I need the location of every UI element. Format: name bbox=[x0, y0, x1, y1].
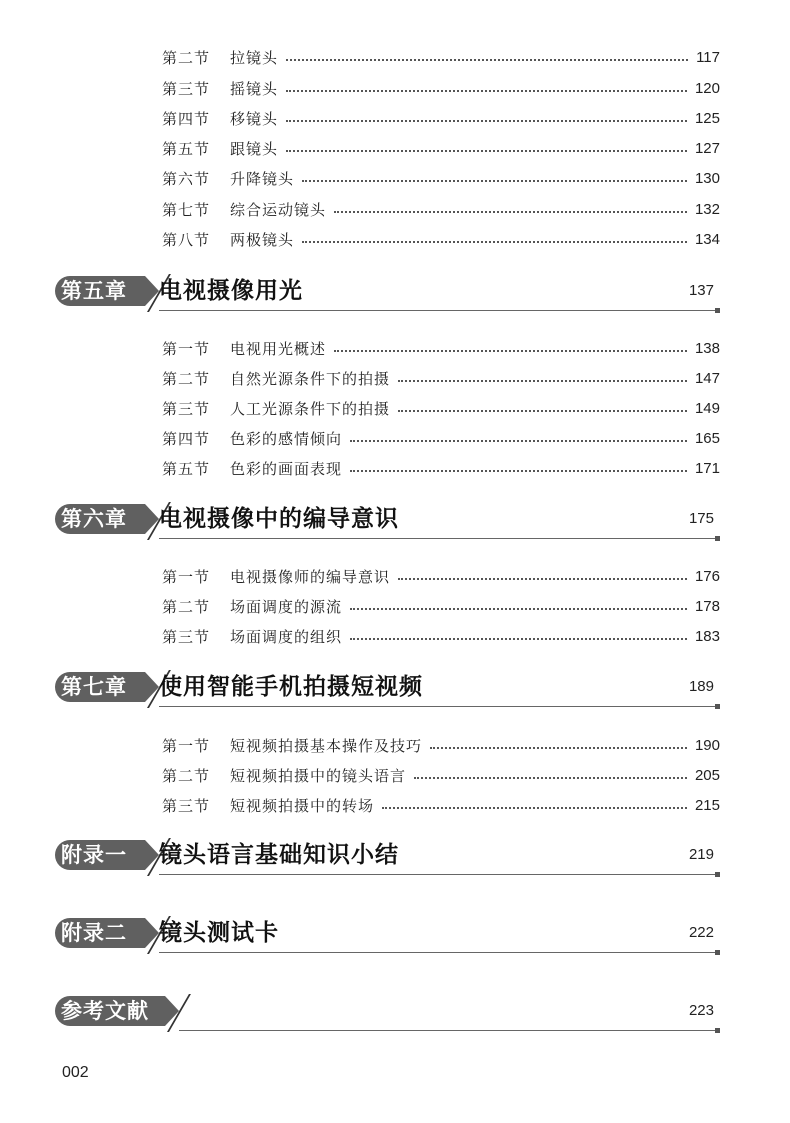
page-number: 190 bbox=[694, 736, 720, 754]
section-title: 拉镜头 bbox=[230, 48, 279, 67]
rule-end-mark bbox=[715, 950, 720, 955]
appendix-heading[interactable] bbox=[55, 912, 720, 956]
section-number: 第八节 bbox=[162, 230, 211, 249]
leader-dots bbox=[334, 210, 687, 213]
leader-dots bbox=[286, 149, 687, 152]
toc-entry[interactable] bbox=[162, 46, 720, 68]
chapter-heading[interactable] bbox=[55, 270, 720, 314]
toc-entry[interactable] bbox=[162, 427, 720, 449]
toc-entry[interactable] bbox=[162, 137, 720, 159]
chapter-badge: 第六章 bbox=[55, 504, 145, 534]
section-number: 第七节 bbox=[162, 200, 211, 219]
leader-dots bbox=[382, 806, 687, 809]
chapter-rule bbox=[159, 310, 720, 311]
leader-dots bbox=[398, 379, 687, 382]
rule-end-mark bbox=[715, 308, 720, 313]
section-title: 摇镜头 bbox=[230, 79, 279, 98]
leader-dots bbox=[398, 577, 687, 580]
section-number: 第五节 bbox=[162, 139, 211, 158]
section-number: 第一节 bbox=[162, 339, 211, 358]
appendix-title: 镜头测试卡 bbox=[159, 919, 279, 946]
leader-dots bbox=[302, 240, 687, 243]
page-number: 127 bbox=[694, 139, 720, 157]
page-number: 147 bbox=[694, 369, 720, 387]
toc-entry[interactable] bbox=[162, 595, 720, 617]
page-number: 132 bbox=[694, 200, 720, 218]
chapter-page: 189 bbox=[688, 678, 714, 695]
toc-entry[interactable] bbox=[162, 764, 720, 786]
section-title: 短视频拍摄基本操作及技巧 bbox=[230, 736, 423, 755]
section-title: 场面调度的源流 bbox=[230, 597, 343, 616]
section-title: 短视频拍摄中的转场 bbox=[230, 796, 375, 815]
chapter-rule bbox=[159, 706, 720, 707]
toc-entry[interactable] bbox=[162, 794, 720, 816]
references-badge: 参考文献 bbox=[55, 996, 165, 1026]
chapter-rule bbox=[159, 874, 720, 875]
toc-entry[interactable] bbox=[162, 77, 720, 99]
leader-dots bbox=[302, 179, 687, 182]
section-number: 第三节 bbox=[162, 399, 211, 418]
leader-dots bbox=[350, 439, 687, 442]
chapter-page: 175 bbox=[688, 510, 714, 527]
chapter-badge: 第七章 bbox=[55, 672, 145, 702]
section-title: 人工光源条件下的拍摄 bbox=[230, 399, 391, 418]
rule-end-mark bbox=[715, 704, 720, 709]
toc-entry[interactable] bbox=[162, 397, 720, 419]
leader-dots bbox=[350, 469, 687, 472]
page-number: 130 bbox=[694, 169, 720, 187]
section-number: 第三节 bbox=[162, 796, 211, 815]
leader-dots bbox=[286, 89, 687, 92]
page-number: 171 bbox=[694, 459, 720, 477]
section-number: 第一节 bbox=[162, 736, 211, 755]
leader-dots bbox=[414, 776, 687, 779]
section-number: 第四节 bbox=[162, 429, 211, 448]
rule-end-mark bbox=[715, 1028, 720, 1033]
page-number: 178 bbox=[694, 597, 720, 615]
leader-dots bbox=[286, 119, 687, 122]
toc-entry[interactable] bbox=[162, 167, 720, 189]
page-number: 138 bbox=[694, 339, 720, 357]
section-title: 两极镜头 bbox=[230, 230, 295, 249]
references-page: 223 bbox=[688, 1002, 714, 1019]
page-folio: 002 bbox=[62, 1064, 89, 1081]
page-number: 120 bbox=[694, 79, 720, 97]
leader-dots bbox=[398, 409, 687, 412]
section-title: 跟镜头 bbox=[230, 139, 279, 158]
appendix-heading[interactable] bbox=[55, 834, 720, 878]
page-number: 149 bbox=[694, 399, 720, 417]
chapter-rule bbox=[179, 1030, 720, 1031]
appendix-badge: 附录一 bbox=[55, 840, 145, 870]
section-title: 场面调度的组织 bbox=[230, 627, 343, 646]
section-title: 升降镜头 bbox=[230, 169, 295, 188]
section-number: 第二节 bbox=[162, 766, 211, 785]
section-number: 第一节 bbox=[162, 567, 211, 586]
leader-dots bbox=[430, 746, 687, 749]
appendix-page: 222 bbox=[688, 924, 714, 941]
section-number: 第二节 bbox=[162, 48, 211, 67]
rule-end-mark bbox=[715, 872, 720, 877]
section-title: 综合运动镜头 bbox=[230, 200, 327, 219]
rule-end-mark bbox=[715, 536, 720, 541]
leader-dots bbox=[334, 349, 687, 352]
section-title: 短视频拍摄中的镜头语言 bbox=[230, 766, 407, 785]
section-number: 第二节 bbox=[162, 597, 211, 616]
section-title: 电视用光概述 bbox=[230, 339, 327, 358]
chapter-title: 电视摄像用光 bbox=[159, 277, 303, 304]
leader-dots bbox=[286, 58, 688, 61]
section-title: 移镜头 bbox=[230, 109, 279, 128]
page-number: 165 bbox=[694, 429, 720, 447]
section-title: 自然光源条件下的拍摄 bbox=[230, 369, 391, 388]
chapter-page: 137 bbox=[688, 282, 714, 299]
references-heading[interactable] bbox=[55, 990, 720, 1034]
toc-entry[interactable] bbox=[162, 198, 720, 220]
section-number: 第三节 bbox=[162, 627, 211, 646]
toc-entry[interactable] bbox=[162, 367, 720, 389]
leader-dots bbox=[350, 607, 687, 610]
chapter-title: 使用智能手机拍摄短视频 bbox=[159, 673, 423, 700]
toc-entry[interactable] bbox=[162, 337, 720, 359]
chapter-title: 电视摄像中的编导意识 bbox=[159, 505, 399, 532]
appendix-badge: 附录二 bbox=[55, 918, 145, 948]
section-number: 第三节 bbox=[162, 79, 211, 98]
page-number: 183 bbox=[694, 627, 720, 645]
chapter-rule bbox=[159, 952, 720, 953]
page-number: 117 bbox=[696, 48, 720, 66]
toc-entry[interactable] bbox=[162, 457, 720, 479]
section-title: 电视摄像师的编导意识 bbox=[230, 567, 391, 586]
section-title: 色彩的画面表现 bbox=[230, 459, 343, 478]
toc-entry[interactable] bbox=[162, 228, 720, 250]
appendix-title: 镜头语言基础知识小结 bbox=[159, 841, 399, 868]
section-number: 第二节 bbox=[162, 369, 211, 388]
chapter-heading[interactable] bbox=[55, 666, 720, 710]
toc-entry[interactable] bbox=[162, 625, 720, 647]
leader-dots bbox=[350, 637, 687, 640]
toc-entry[interactable] bbox=[162, 565, 720, 587]
page-number: 205 bbox=[694, 766, 720, 784]
chapter-heading[interactable] bbox=[55, 498, 720, 542]
toc-entry[interactable] bbox=[162, 734, 720, 756]
page-number: 176 bbox=[694, 567, 720, 585]
chapter-badge: 第五章 bbox=[55, 276, 145, 306]
section-number: 第六节 bbox=[162, 169, 211, 188]
page-number: 134 bbox=[694, 230, 720, 248]
section-number: 第四节 bbox=[162, 109, 211, 128]
appendix-page: 219 bbox=[688, 846, 714, 863]
page-number: 125 bbox=[694, 109, 720, 127]
page-number: 215 bbox=[694, 796, 720, 814]
toc-entry[interactable] bbox=[162, 107, 720, 129]
chapter-rule bbox=[159, 538, 720, 539]
section-number: 第五节 bbox=[162, 459, 211, 478]
section-title: 色彩的感情倾向 bbox=[230, 429, 343, 448]
